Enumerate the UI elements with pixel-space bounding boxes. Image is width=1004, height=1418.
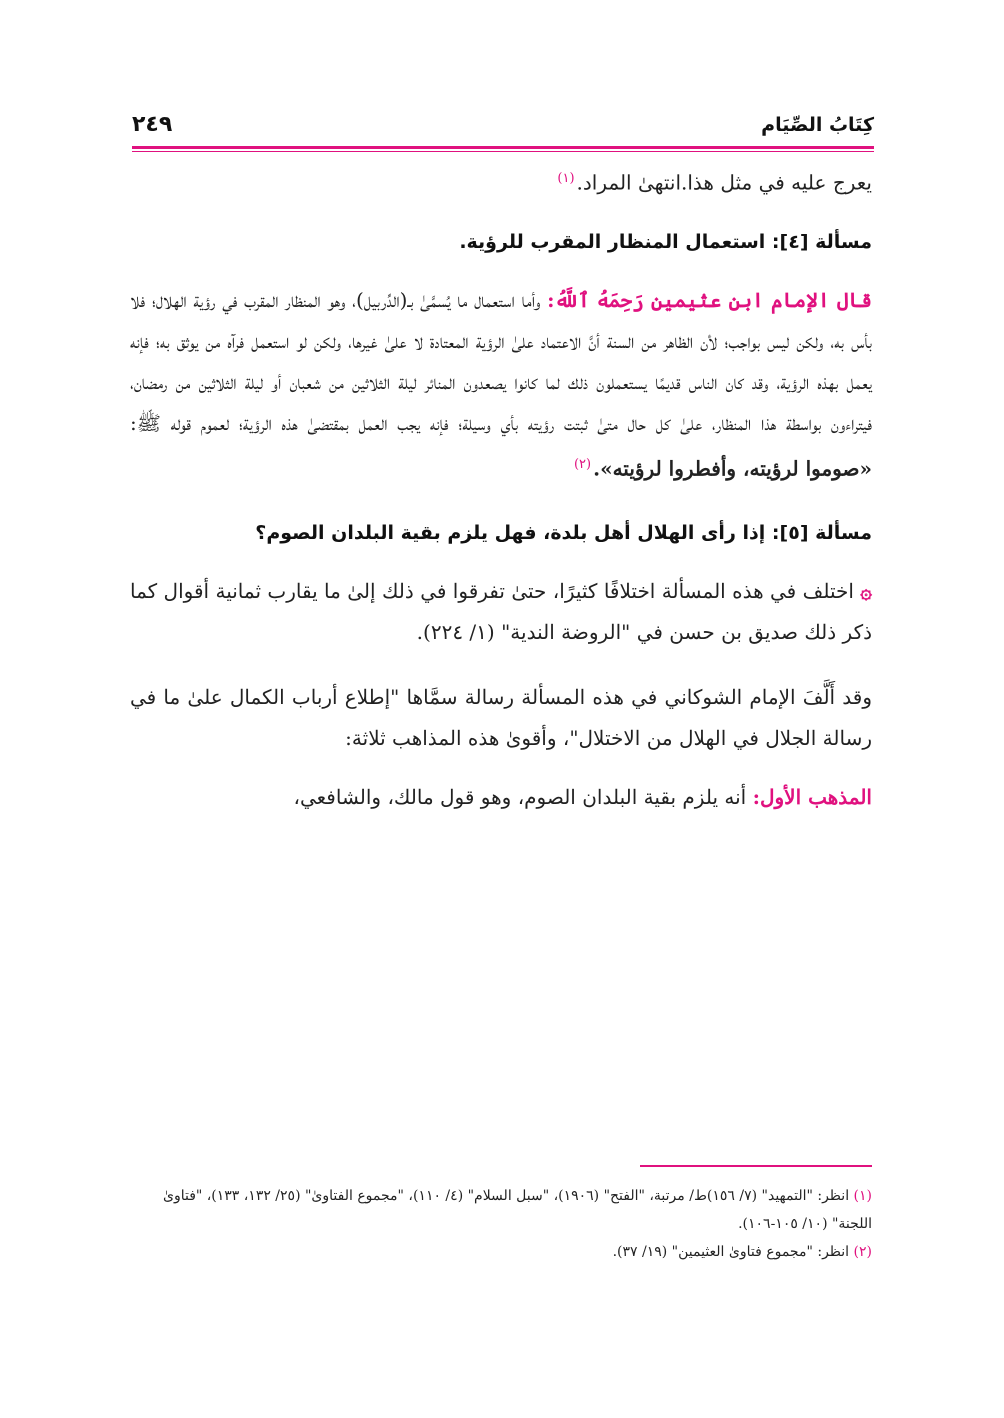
header-rule-thick xyxy=(132,146,874,149)
page-header xyxy=(132,110,874,150)
hadith-quote: «صوموا لرؤيته، وأفطروا لرؤيته». xyxy=(593,456,872,481)
footnote-ref-1[interactable]: (١) xyxy=(557,171,575,186)
issue-heading-5 xyxy=(130,513,872,553)
footnotes xyxy=(130,1182,872,1266)
issue-label: مسألة [٥]: xyxy=(771,522,872,545)
footnote-divider xyxy=(640,1165,872,1167)
paragraph-first-view xyxy=(130,777,872,818)
paragraph-continuation xyxy=(130,158,872,204)
footnote-text: انظر: "التمهيد" (٧/ ١٥٦)ط/ مرتبة، "الفتح" (١٩٠٦)، "سبل السلام" (٤/ ١١٠)، "مجموع الفتاوىٰ" (٢٥/ ١٣٢، ١٣٣)، "فتاوىٰ اللجنة" (١٠/ ١٠٥-١٠٦). xyxy=(162,1188,872,1232)
paragraph-text: وأما استعمال ما يُسمَّىٰ بـ(الدِّربيل)، وهو المنظار المقرب في رؤية الهلال؛ فلا بأس به، ولكن ليس بواجب؛ لأن الظاهر من السنة أنَّ الاعتماد علىٰ الرؤية المعتادة لا علىٰ غيرها، ولكن لو استعمل فرآه من يوثق به؛ فإنه يعمل بهذه الرؤية، وقد كان الناس قديمًا يستعملون ذلك لما كانوا يصعدون المنائر ليلة الثلاثين من شعبان أو ليلة الثلاثين من رمضان، فيتراءون بواسطة هذا المنظار، علىٰ كل حال متىٰ ثبتت رؤيته بأي وسيلة؛ فإنه يجب العمل بمقتضىٰ هذه الرؤية؛ لعموم قوله ﷺ: xyxy=(130,287,872,435)
ornament-icon: ۞ xyxy=(860,579,873,604)
issue-title: استعمال المنظار المقرب للرؤية. xyxy=(459,230,766,253)
issue-label: مسألة [٤]: xyxy=(771,230,872,253)
footnote-text: انظر: "مجموع فتاوىٰ العثيمين" (١٩/ ٣٧). xyxy=(612,1244,850,1260)
footnote-2 xyxy=(130,1238,872,1266)
issue-title: إذا رأى الهلال أهل بلدة، فهل يلزم بقية البلدان الصوم؟ xyxy=(255,522,766,545)
view-label: المذهب الأول: xyxy=(752,785,872,810)
footnote-number: (١) xyxy=(853,1188,872,1204)
issue-heading-4 xyxy=(130,222,872,262)
book-title: كِتَابُ الصِّيَام xyxy=(761,114,874,136)
paragraph-ibn-uthaymeen xyxy=(130,280,872,490)
paragraph-shawkani xyxy=(130,677,872,759)
paragraph-disagreement xyxy=(130,571,872,653)
paragraph-text: اختلف في هذه المسألة اختلافًا كثيرًا، حتىٰ تفرقوا في ذلك إلىٰ ما يقارب ثمانية أقوال كما ذكر ذلك صديق بن حسن في "الروضة الندية" (١/ ٢٢٤). xyxy=(130,579,872,645)
speaker-label: قال الإمام ابن عثيمين رَحِمَهُ ٱللَّهُ: xyxy=(547,287,872,312)
footnote-ref-2[interactable]: (٢) xyxy=(573,456,592,472)
footnote-1 xyxy=(130,1182,872,1238)
paragraph-text: يعرج عليه في مثل هذا.انتهىٰ المراد. xyxy=(576,170,872,195)
page-number: ٢٤٩ xyxy=(132,112,173,137)
page-body xyxy=(130,158,872,818)
paragraph-text: وقد أَلَّفَ الإمام الشوكاني في هذه المسألة رسالة سمَّاها "إطلاع أرباب الكمال علىٰ ما في رسالة الجلال في الهلال من الاختلال"، وأقوىٰ هذه المذاهب ثلاثة: xyxy=(130,685,872,751)
paragraph-text: أنه يلزم بقية البلدان الصوم، وهو قول مالك، والشافعي، xyxy=(293,785,747,810)
footnote-number: (٢) xyxy=(853,1244,872,1260)
header-rule-thin xyxy=(132,151,874,152)
